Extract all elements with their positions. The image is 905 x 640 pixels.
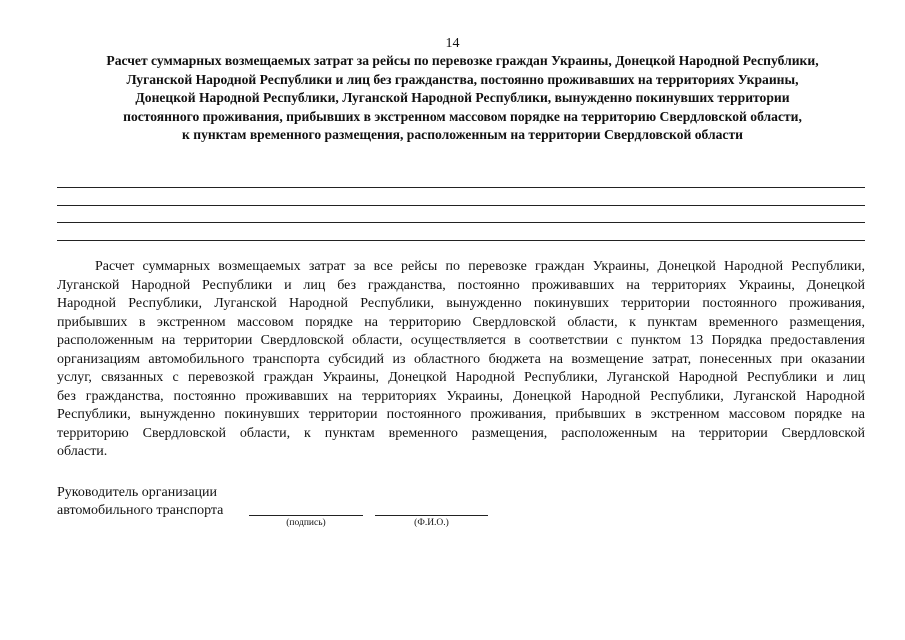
- body-line: территорию Свердловской области, к пунктам временного размещения, расположенным на территории Свердловской: [57, 425, 865, 441]
- signature-caption: (подпись): [286, 518, 326, 528]
- signatory-label-line: Руководитель организации: [57, 485, 217, 500]
- name-line[interactable]: [375, 515, 488, 516]
- signatory-label-line: автомобильного транспорта: [57, 503, 224, 518]
- title-line: Донецкой Народной Республики, Луганской Народной Республики, вынужденно покинувших территории: [135, 90, 790, 105]
- body-line: Республики, вынужденно покинувших территории постоянного проживания, прибывших в экстренном массовом порядке на: [57, 407, 865, 422]
- blank-fill-line: [57, 187, 865, 188]
- body-line: области.: [57, 444, 108, 459]
- body-line: Луганской Народной Республики и лиц без гражданства, постоянно проживавших на территориях Украины, Донецкой: [57, 277, 865, 293]
- title-line: Расчет суммарных возмещаемых затрат за рейсы по перевозке граждан Украины, Донецкой Народной Республики,: [106, 53, 819, 68]
- title-line: к пунктам временного размещения, расположенным на территории Свердловской области: [182, 127, 743, 142]
- page-number: 14: [445, 36, 460, 51]
- body-paragraph: [57, 258, 865, 462]
- blank-fill-line: [57, 205, 865, 206]
- body-line: организациям автомобильного транспорта субсидий из областного бюджета на возмещение затрат, понесенных при оказании: [57, 351, 865, 367]
- signature-line[interactable]: [249, 515, 363, 516]
- signatory-label: [57, 484, 223, 520]
- title-line: Луганской Народной Республики и лиц без гражданства, постоянно проживавших на территориях Украины,: [126, 71, 799, 87]
- body-line: расположенным на территории Свердловской области, осуществляется в соответствии с пунктом 13 Порядка предоставления: [57, 333, 865, 348]
- blank-fill-line: [57, 222, 865, 223]
- body-line: без гражданства, постоянно проживавших на территориях Украины, Донецкой Народной Республики, Луганской Народной: [57, 388, 865, 404]
- title-line: постоянного проживания, прибывших в экстренном массовом порядке на территорию Свердловской области,: [123, 108, 802, 124]
- document-title: [55, 52, 870, 145]
- body-line: Народной Республики, Луганской Народной Республики, вынужденно покинувших территории постоянного проживания,: [57, 296, 865, 311]
- name-caption: (Ф.И.О.): [414, 518, 449, 528]
- body-line: Расчет суммарных возмещаемых затрат за все рейсы по перевозке граждан Украины, Донецкой Народной Республики,: [95, 259, 865, 274]
- body-line: прибывших в экстренном массовом порядке на территорию Свердловской области, к пунктам временного размещения,: [57, 314, 865, 330]
- body-line: услуг, связанных с перевозкой граждан Украины, Донецкой Народной Республики, Луганской Народной Республики и лиц: [57, 370, 865, 385]
- blank-fill-line: [57, 240, 865, 241]
